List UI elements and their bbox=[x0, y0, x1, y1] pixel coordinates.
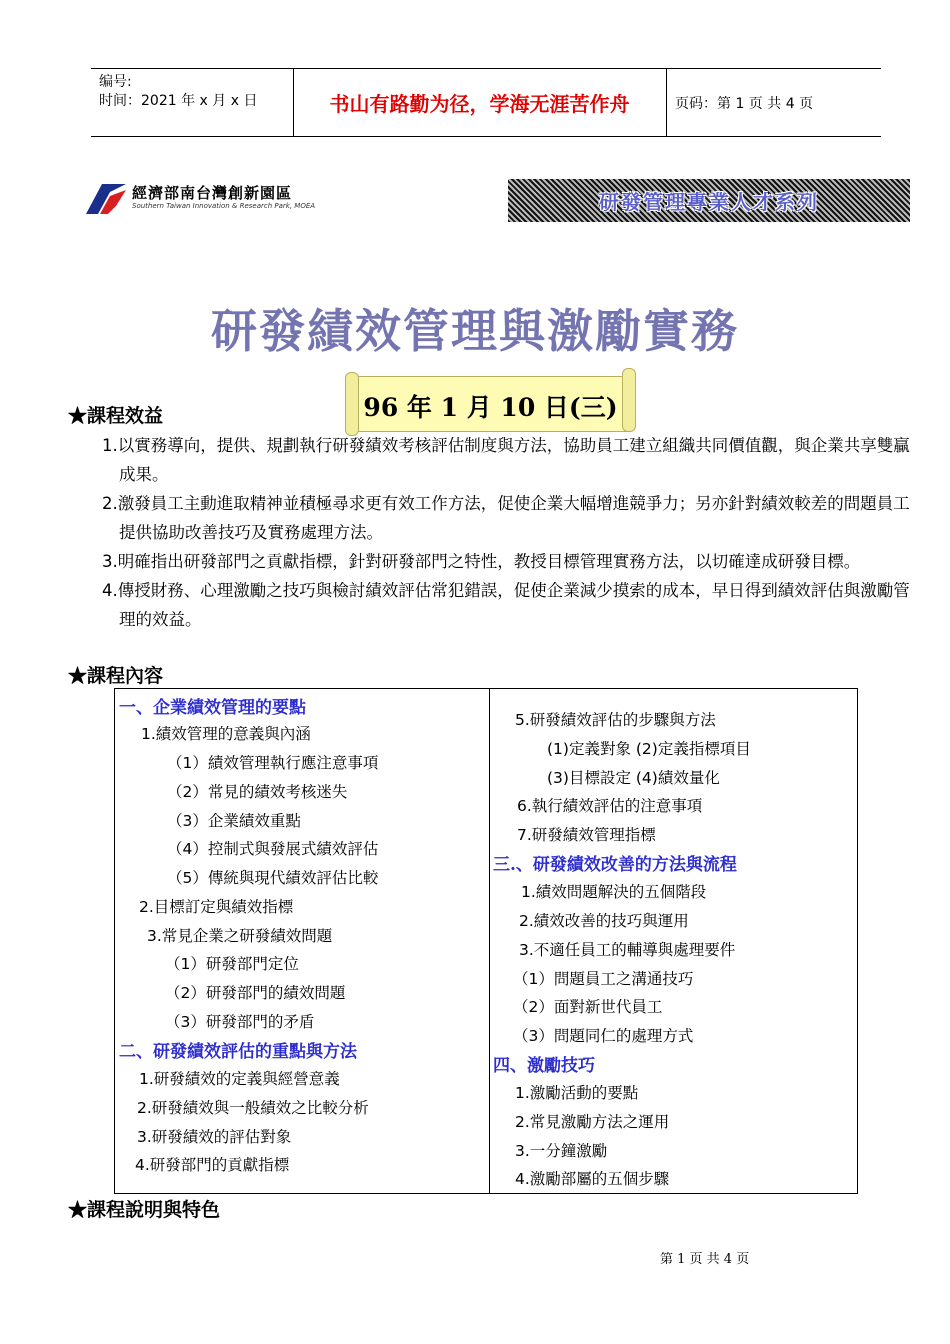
content-heading: ★課程內容 bbox=[68, 665, 164, 687]
outline-section-heading: 四、激勵技巧 bbox=[493, 1056, 595, 1076]
park-name-cn: 經濟部南台灣創新園區 bbox=[132, 184, 293, 202]
outline-item: 2.研發績效與一般績效之比較分析 bbox=[137, 1099, 369, 1117]
park-name-en: Southern Taiwan Innovation & Research Park, MOEA bbox=[132, 202, 316, 210]
date-scroll bbox=[343, 368, 638, 436]
outline-subitem: （3）企業績效重點 bbox=[167, 812, 301, 830]
outline-subitem: （1）研發部門定位 bbox=[165, 955, 299, 973]
outline-subitem: （1）績效管理執行應注意事項 bbox=[167, 754, 379, 772]
outline-item: 6.執行績效評估的注意事項 bbox=[517, 797, 703, 815]
benefit-item: 4.傳授財務、心理激勵之技巧與檢討績效評估常犯錯誤，促使企業減少摸索的成本，早日得到績效評估與激勵管理的效益。 bbox=[102, 581, 910, 629]
outline-item: 4.研發部門的貢獻指標 bbox=[135, 1156, 290, 1174]
park-logo bbox=[80, 178, 316, 218]
outline-item: 3.常見企業之研發績效問題 bbox=[147, 927, 333, 945]
outline-item: 1.績效管理的意義與內涵 bbox=[141, 725, 311, 743]
outline-subitem: （3）問題同仁的處理方式 bbox=[513, 1027, 694, 1045]
outline-item: 3.研發績效的評估對象 bbox=[137, 1128, 292, 1146]
outline-subitem: (1)定義對象 (2)定義指標項目 bbox=[547, 740, 751, 758]
outline-subitem: （2）面對新世代員工 bbox=[513, 998, 663, 1016]
header-motto: 书山有路勤为径，学海无涯苦作舟 bbox=[329, 92, 630, 116]
outline-item: 3.一分鐘激勵 bbox=[515, 1142, 608, 1160]
header-divider bbox=[666, 69, 667, 136]
course-date: 96 年 1 月 10 日(三) bbox=[363, 393, 618, 422]
outline-item: 5.研發績效評估的步驟與方法 bbox=[515, 711, 716, 729]
outline-item: 2.常見激勵方法之運用 bbox=[515, 1113, 670, 1131]
series-banner bbox=[508, 179, 910, 222]
outline-section-heading: 三.、研發績效改善的方法與流程 bbox=[493, 855, 737, 875]
benefit-item: 3.明確指出研發部門之貢獻指標，針對研發部門之特性，教授目標管理實務方法，以切確達成研發目標。 bbox=[102, 552, 861, 571]
outline-item: 3.不適任員工的輔導與處理要件 bbox=[519, 941, 736, 959]
features-heading: ★課程說明與特色 bbox=[68, 1199, 221, 1221]
course-content-table bbox=[114, 688, 858, 1194]
benefit-item: 2.激發員工主動進取精神並積極尋求更有效工作方法，促使企業大幅增進競爭力；另亦針對績效較差的問題員工提供協助改善技巧及實務處理方法。 bbox=[102, 494, 910, 542]
outline-subitem: （5）傳統與現代績效評估比較 bbox=[167, 869, 379, 887]
outline-item: 4.激勵部屬的五個步驟 bbox=[515, 1170, 670, 1188]
outline-item: 2.績效改善的技巧與運用 bbox=[519, 912, 689, 930]
header-meta bbox=[99, 73, 257, 111]
outline-subitem: （3）研發部門的矛盾 bbox=[165, 1013, 315, 1031]
page-footer: 第 1 页 共 4 页 bbox=[660, 1252, 750, 1267]
series-banner-text: 研發管理專業人才系列 bbox=[599, 190, 819, 214]
outline-subitem: (3)目標設定 (4)績效量化 bbox=[547, 769, 720, 787]
table-divider bbox=[489, 689, 490, 1193]
benefits-list bbox=[102, 431, 910, 634]
time-label: 时间：2021 年 x 月 x 日 bbox=[99, 93, 258, 109]
document-header bbox=[91, 68, 881, 137]
page-indicator: 页码：第 1 页 共 4 页 bbox=[675, 95, 814, 112]
outline-section-heading: 二、研發績效評估的重點與方法 bbox=[119, 1042, 357, 1062]
outline-item: 7.研發績效管理指標 bbox=[517, 826, 656, 844]
number-label: 编号: bbox=[99, 74, 132, 90]
outline-section-heading: 一、企業績效管理的要點 bbox=[119, 698, 306, 718]
page-title: 研發績效管理與激勵實務 bbox=[211, 304, 739, 358]
outline-subitem: （1）問題員工之溝通技巧 bbox=[513, 970, 694, 988]
outline-subitem: （4）控制式與發展式績效評估 bbox=[167, 840, 379, 858]
park-logo-icon bbox=[80, 180, 128, 216]
outline-item: 1.研發績效的定義與經營意義 bbox=[139, 1070, 340, 1088]
outline-item: 1.激勵活動的要點 bbox=[515, 1084, 639, 1102]
outline-item: 1.績效問題解決的五個階段 bbox=[521, 883, 707, 901]
outline-subitem: （2）研發部門的績效問題 bbox=[165, 984, 346, 1002]
outline-item: 2.目標訂定與績效指標 bbox=[139, 898, 294, 916]
benefit-item: 1.以實務導向，提供、規劃執行研發績效考核評估制度與方法，協助員工建立組織共同價值觀，與企業共享雙贏成果。 bbox=[102, 436, 910, 484]
benefits-heading: ★課程效益 bbox=[68, 405, 164, 427]
outline-subitem: （2）常見的績效考核迷失 bbox=[167, 783, 348, 801]
